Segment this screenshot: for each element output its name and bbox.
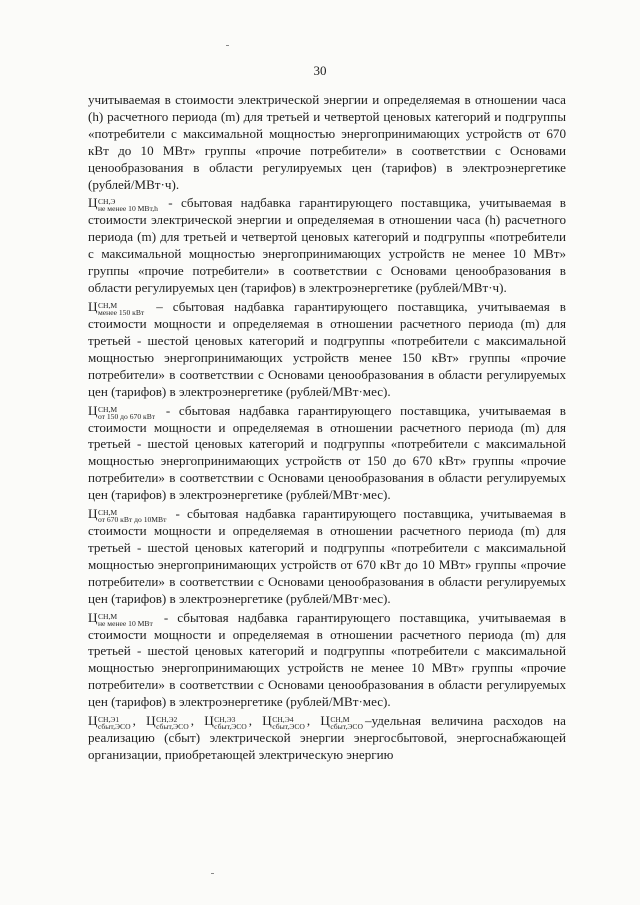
symbol-separator: , bbox=[306, 713, 321, 729]
paragraph bbox=[88, 195, 566, 297]
symbol-base: Ц bbox=[204, 713, 214, 729]
symbol-indices bbox=[98, 406, 155, 420]
tariff-symbol bbox=[88, 195, 160, 214]
tariff-symbol bbox=[88, 609, 155, 628]
symbol-base: Ц bbox=[88, 402, 98, 418]
symbol-superscript: СН,Э1 bbox=[97, 715, 120, 725]
scan-speck bbox=[226, 45, 229, 46]
paragraph bbox=[88, 299, 566, 401]
symbol-superscript: СН,Э3 bbox=[214, 715, 236, 725]
symbol-base: Ц bbox=[88, 609, 98, 625]
symbol-base: Ц bbox=[88, 195, 98, 211]
symbol-indices bbox=[98, 613, 153, 627]
paragraph-text: –удельная величина расходов на реализацию (сбыт) электрической энергии энергосбытовой, энергоснабжающей организации, приобретающей электрическую энергию bbox=[88, 713, 566, 762]
symbol-superscript: СН,М bbox=[97, 611, 118, 621]
symbol-superscript: СН,М bbox=[330, 715, 350, 725]
symbol-base: Ц bbox=[88, 713, 98, 729]
symbol-base: Ц bbox=[146, 713, 156, 729]
tariff-symbol bbox=[320, 713, 365, 732]
symbol-indices bbox=[98, 198, 158, 212]
symbol-superscript: СН,Э4 bbox=[272, 715, 294, 725]
paragraph-text: - сбытовая надбавка гарантирующего поставщика, учитываемая в стоимости электрической энергии и определяемая в отношении часа (h) расчетного периода (m) для третьей и четвертой ценовых категорий и подгруппы «потребители с максимальной мощностью энергопринимающих устройств не менее 10 МВт» группы «прочие потребители» в соответствии с Основами ценообразования в области регулируемых цен (тарифов) в электроэнергетике (рублей/МВт·ч). bbox=[88, 195, 566, 296]
paragraph bbox=[88, 610, 566, 712]
tariff-symbol bbox=[146, 713, 191, 732]
paragraph bbox=[88, 506, 566, 608]
symbol-subscript: от 670 кВт до 10МВт bbox=[97, 515, 167, 525]
paragraph-text: – сбытовая надбавка гарантирующего поставщика, учитываемая в стоимости мощности и определяемая в отношении расчетного периода (m) для третьей - шестой ценовых категорий и подгруппы «потребители с максимальной мощностью энергопринимающих устройств менее 150 кВт» группы «прочие потребители» в соответствии с Основами ценообразования в области регулируемых цен (тарифов) в электроэнергетике (рублей/МВт·мес). bbox=[88, 298, 566, 399]
symbol-superscript: СН,Э2 bbox=[156, 715, 178, 725]
symbol-subscript: сбыт,ЭСО bbox=[272, 722, 305, 732]
symbol-subscript: не менее 10 МВт,h bbox=[97, 204, 158, 214]
symbol-base: Ц bbox=[262, 713, 272, 729]
symbol-subscript: сбыт,ЭСО bbox=[330, 722, 363, 732]
symbol-base: Ц bbox=[320, 713, 330, 729]
symbol-indices bbox=[98, 716, 131, 730]
symbol-superscript: СН,М bbox=[97, 404, 118, 414]
symbol-indices bbox=[98, 509, 166, 523]
symbol-subscript: от 150 до 670 кВт bbox=[97, 411, 156, 421]
symbol-separator: , bbox=[132, 713, 147, 729]
tariff-symbol bbox=[262, 713, 307, 732]
paragraph-text: - сбытовая надбавка гарантирующего поставщика, учитываемая в стоимости мощности и определяемая в отношении расчетного периода (m) для третьей - шестой ценовых категорий и подгруппы «потребители с максимальной мощностью энергопринимающих устройств от 150 до 670 кВт» группы «прочие потребители» в соответствии с Основами ценообразования в области регулируемых цен (тарифов) в электроэнергетике (рублей/МВт·мес). bbox=[88, 402, 566, 503]
page-number: 30 bbox=[313, 63, 327, 78]
symbol-indices bbox=[214, 716, 247, 730]
paragraph bbox=[88, 403, 566, 505]
scan-speck bbox=[211, 873, 214, 874]
symbol-subscript: сбыт,ЭСО bbox=[214, 722, 247, 732]
paragraph bbox=[88, 92, 566, 193]
tariff-symbol bbox=[88, 402, 157, 421]
document-body bbox=[88, 92, 566, 764]
symbol-indices bbox=[272, 716, 305, 730]
symbol-subscript: не менее 10 МВт bbox=[97, 618, 153, 628]
symbol-indices bbox=[98, 302, 144, 316]
symbol-separator: , bbox=[248, 713, 263, 729]
symbol-subscript: сбыт,ЭСО bbox=[97, 722, 131, 732]
symbol-superscript: СН,М bbox=[97, 300, 118, 310]
tariff-symbol bbox=[204, 713, 249, 732]
symbol-separator: , bbox=[190, 713, 205, 729]
symbol-superscript: СН,Э bbox=[97, 197, 116, 207]
symbol-base: Ц bbox=[88, 506, 98, 522]
paragraph-text: - сбытовая надбавка гарантирующего поставщика, учитываемая в стоимости мощности и определяемая в отношении расчетного периода (m) для третьей - шестой ценовых категорий и подгруппы «потребители с максимальной мощностью энергопринимающих устройств не менее 10 МВт» группы «прочие потребители» в соответствии с Основами ценообразования в области регулируемых цен (тарифов) в электроэнергетике (рублей/МВт·мес). bbox=[88, 609, 566, 710]
tariff-symbol bbox=[88, 713, 133, 732]
paragraph-text: - сбытовая надбавка гарантирующего поставщика, учитываемая в стоимости мощности и определяемая в отношении расчетного периода (m) для третьей - шестой ценовых категорий и подгруппы «потребители с максимальной мощностью энергопринимающих устройств от 670 кВт до 10 МВт» группы «прочие потребители» в соответствии с Основами ценообразования в области регулируемых цен (тарифов) в электроэнергетике (рублей/МВт·мес). bbox=[88, 506, 566, 606]
symbol-indices bbox=[330, 716, 363, 730]
paragraph bbox=[88, 713, 566, 764]
paragraph-text: учитываемая в стоимости электрической энергии и определяемая в отношении часа (h) расчетного периода (m) для третьей и четвертой ценовых категорий и подгруппы «потребители с максимальной мощностью энергопринимающих устройств от 670 кВт до 10 МВт» группы «прочие потребители» в соответствии с Основами ценообразования в области регулируемых цен (тарифов) в электроэнергетике (рублей/МВт·ч). bbox=[88, 92, 566, 192]
symbol-base: Ц bbox=[88, 298, 98, 314]
symbol-subscript: сбыт,ЭСО bbox=[156, 722, 189, 732]
symbol-indices bbox=[156, 716, 189, 730]
symbol-subscript: менее 150 кВт bbox=[97, 307, 145, 317]
tariff-symbol bbox=[88, 506, 168, 525]
symbol-superscript: СН,М bbox=[97, 508, 118, 518]
tariff-symbol bbox=[88, 298, 146, 317]
